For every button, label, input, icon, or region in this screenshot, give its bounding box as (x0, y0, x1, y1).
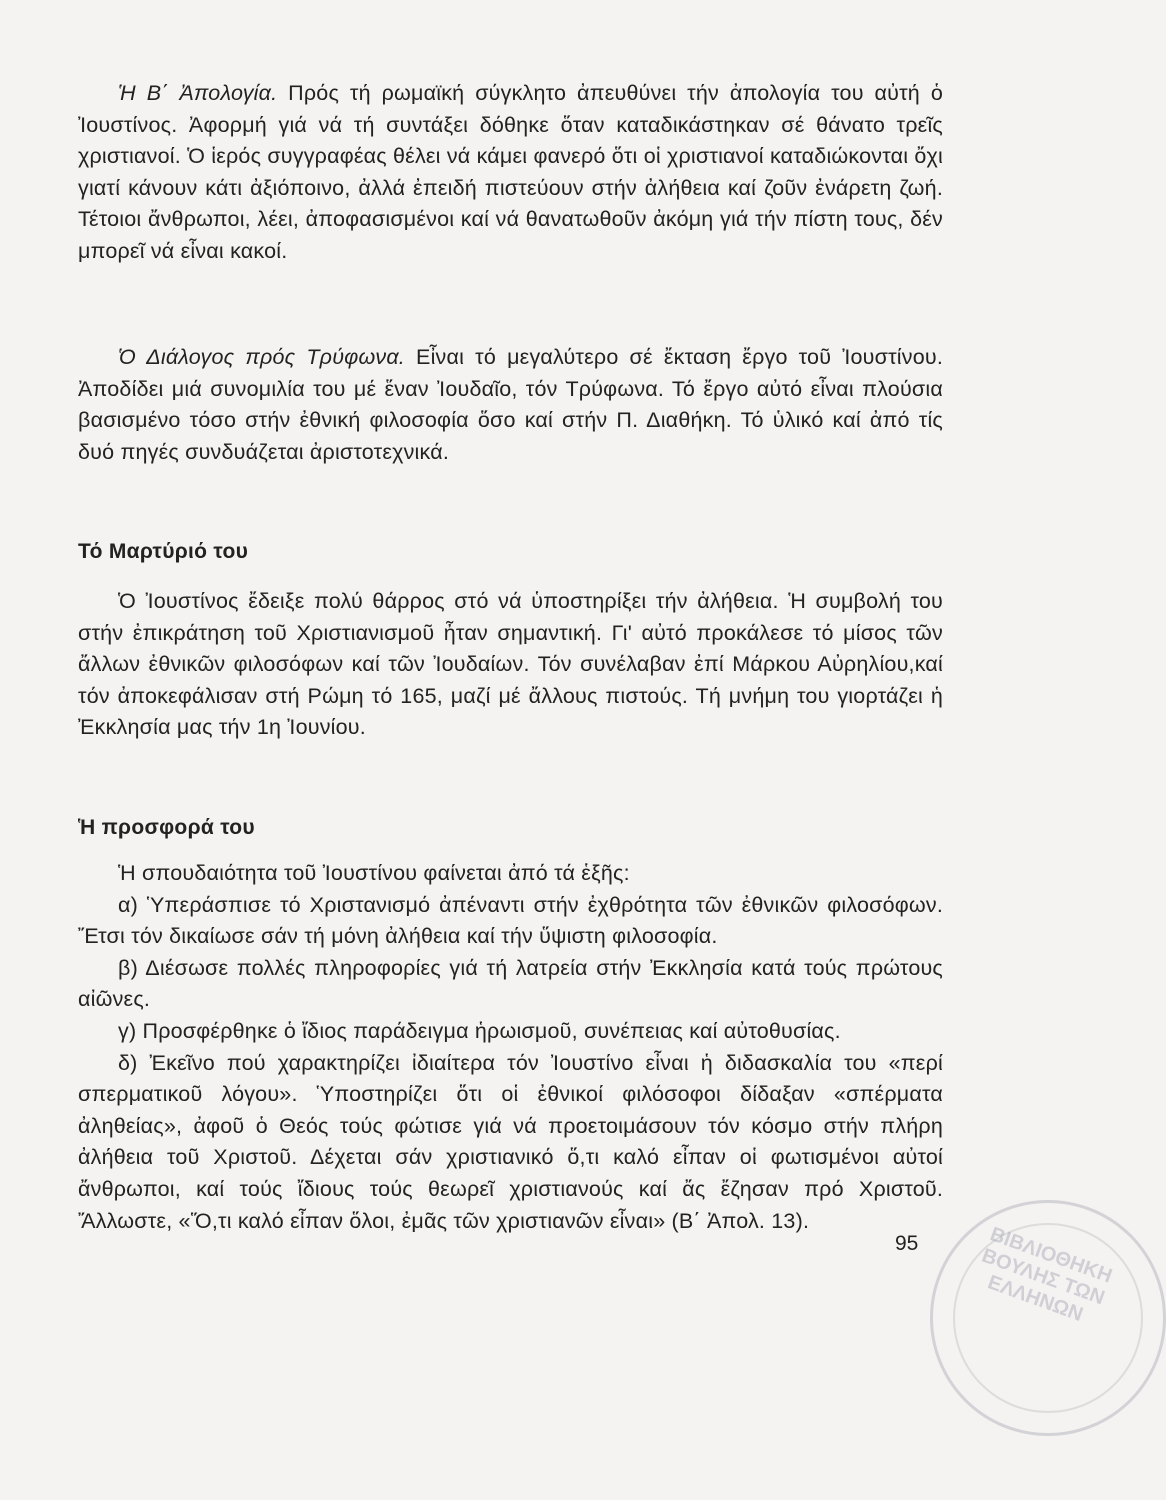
offering-list (78, 858, 943, 1237)
apology-title: Ἡ Β΄ Ἀπολογία. (118, 81, 278, 105)
paragraph-martyrdom (78, 586, 943, 744)
offering-item-b: β) Διέσωσε πολλές πληροφορίες γιά τή λατρεία στήν Ἐκκλησία κατά τούς πρώτους αἰῶνες. (78, 955, 943, 1012)
heading-martyrdom: Τό Μαρτύριό του (78, 540, 249, 563)
paragraph-dialogue (78, 342, 943, 468)
offering-item-c: γ) Προσφέρθηκε ὁ ἴδιος παράδειγμα ἡρωισμοῦ, συνέπειας καί αὐτοθυσίας. (118, 1018, 841, 1043)
heading-offering: Ἡ προσφορά του (78, 816, 255, 839)
offering-intro: Ἡ σπουδαιότητα τοῦ Ἰουστίνου φαίνεται ἀπό τά ἑξῆς: (118, 861, 630, 885)
martyrdom-text: Ὁ Ἰουστίνος ἔδειξε πολύ θάρρος στό νά ὑποστηρίξει τήν ἀλήθεια. Ἡ συμβολή του στήν ἐπικράτηση τοῦ Χριστιανισμοῦ ἦταν σημαντική. Γι' αὐτό προκάλεσε τό μίσος τῶν ἄλλων ἐθνικῶν φιλοσόφων καί τῶν Ἰουδαίων. Τόν συνέλαβαν ἐπί Μάρκου Αὐρηλίου,καί τόν ἀποκεφάλισαν στή Ρώμη τό 165, μαζί μέ ἄλλους πιστούς. Τή μνήμη του γιορτάζει ἡ Ἐκκλησία μας τήν 1η Ἰουνίου. (78, 589, 943, 740)
offering-item-a: α) Ὑπεράσπισε τό Χριστανισμό ἀπέναντι στήν ἐχθρότητα τῶν ἐθνικῶν φιλοσόφων. Ἔτσι τόν δικαίωσε σάν τή μόνη ἀλήθεια καί τήν ὕψιστη φιλοσοφία. (78, 892, 943, 949)
dialogue-body: Εἶναι τό μεγαλύτερο σέ ἔκταση ἔργο τοῦ Ἰουστίνου. Ἀποδίδει μιά συνομιλία του μέ ἕναν Ἰουδαῖο, τόν Τρύφωνα. Τό ἔργο αὐτό εἶναι πλούσια βασισμένο τόσο στήν ἐθνική φιλοσοφία ὅσο καί στήν Π. Διαθήκη. Τό ὑλικό καί ἀπό τίς δυό πηγές συνδυάζεται ἀριστοτεχνικά. (78, 345, 943, 464)
page-number: 95 (895, 1232, 919, 1255)
library-stamp (930, 1200, 1166, 1436)
offering-item-d: δ) Ἐκεῖνο πού χαρακτηρίζει ἰδιαίτερα τόν Ἰουστίνο εἶναι ἡ διδασκαλία του «περί σπερματικοῦ λόγου». Ὑποστηρίζει ὅτι οἱ ἐθνικοί φιλόσοφοι δίδαξαν «σπέρματα ἀληθείας», ἀφοῦ ὁ Θεός τούς φώτισε γιά νά προετοιμάσουν τόν κόσμο στήν πλήρη ἀλήθεια τοῦ Χριστοῦ. Δέχεται σάν χριστιανικό ὅ,τι καλό εἶπαν οἱ φωτισμένοι αὐτοί ἄνθρωποι, καί τούς ἴδιους τούς θεωρεῖ χριστιανούς καί ἄς ἔζησαν πρό Χριστοῦ. Ἄλλωστε, «Ὅ,τι καλό εἶπαν ὅλοι, ἐμᾶς τῶν χριστιανῶν εἶναι» (Β΄ Ἀπολ. 13). (78, 1050, 943, 1233)
apology-body: Πρός τή ρωμαϊκή σύγκλητο ἀπευθύνει τήν ἀπολογία του αὐτή ὁ Ἰουστίνος. Ἀφορμή γιά νά τή συντάξει δόθηκε ὅταν καταδικάστηκαν σέ θάνατο τρεῖς χριστιανοί. Ὁ ἱερός συγγραφέας θέλει νά κάμει φανερό ὅτι οἱ χριστιανοί καταδιώκονται ὄχι γιατί κάνουν κάτι ἀξιόποινο, ἀλλά ἐπειδή πιστεύουν στήν ἀλήθεια καί ζοῦν ἐνάρετη ζωή. Τέτοιοι ἄνθρωποι, λέει, ἀποφασισμένοι καί νά θανατωθοῦν ἀκόμη γιά τήν πίστη τους, δέν μπορεῖ νά εἶναι κακοί. (78, 81, 943, 263)
dialogue-title: Ὁ Διάλογος πρός Τρύφωνα. (118, 345, 405, 369)
library-stamp-text: ΒΙΒΛΙΟΘΗΚΗ ΒΟΥΛΗΣ ΤΩΝ ΕΛΛΗΝΩΝ (978, 1223, 1115, 1326)
paragraph-apology (78, 78, 943, 268)
